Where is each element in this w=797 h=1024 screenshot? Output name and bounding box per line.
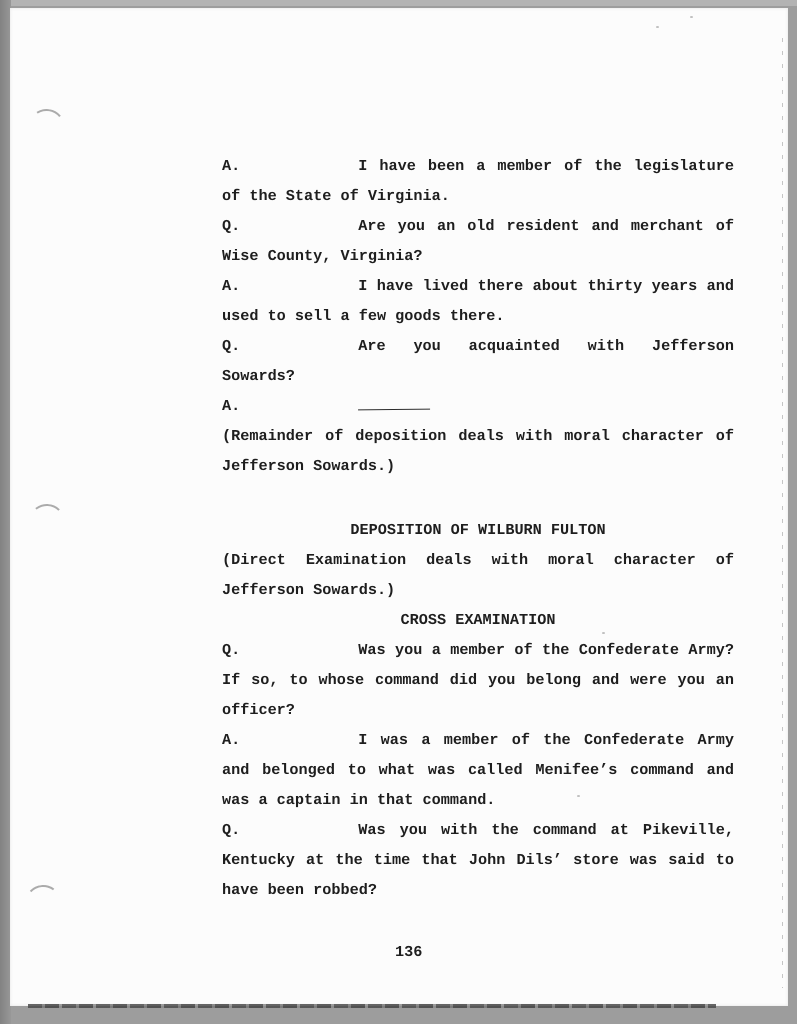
section-heading-cross-examination: CROSS EXAMINATION <box>400 611 556 629</box>
parenthetical-text: Jefferson Sowards.) <box>222 581 396 599</box>
scan-edge-artifact <box>782 38 783 988</box>
question-text: If so, to whose command did you belong and were you an <box>222 671 734 689</box>
question-label: Q. <box>222 337 241 355</box>
page-number: 136 <box>395 943 423 961</box>
transcript-line <box>222 331 734 361</box>
transcript-line <box>222 635 734 665</box>
question-label: Q. <box>222 821 241 839</box>
parenthetical-text: Jefferson Sowards.) <box>222 457 396 475</box>
question-text: Wise County, Virginia? <box>222 247 423 265</box>
scan-background-top <box>0 0 797 6</box>
question-text: Are you acquainted with Jefferson <box>358 337 734 355</box>
scan-speck <box>690 16 693 18</box>
transcript-line <box>222 755 734 785</box>
transcript-line <box>222 575 734 605</box>
answer-text: I have lived there about thirty years and <box>358 277 734 295</box>
parenthetical-text: (Direct Examination deals with moral character of <box>222 551 734 569</box>
transcript-line <box>222 391 734 421</box>
transcript-line <box>222 421 734 451</box>
question-label: Q. <box>222 641 241 659</box>
answer-label: A. <box>222 397 241 415</box>
answer-text: and belonged to what was called Menifee’s command and <box>222 761 734 779</box>
transcript-line <box>222 545 734 575</box>
transcript-line <box>222 785 734 815</box>
answer-label: A. <box>222 731 241 749</box>
transcript-line <box>222 815 734 845</box>
answer-text: I have been a member of the legislature <box>358 157 734 175</box>
question-text: Are you an old resident and merchant of <box>358 217 734 235</box>
question-text: have been robbed? <box>222 881 377 899</box>
answer-label: A. <box>222 157 241 175</box>
transcript-line <box>222 695 734 725</box>
question-text: officer? <box>222 701 295 719</box>
answer-text: I was a member of the Confederate Army <box>358 731 734 749</box>
document-page <box>10 8 788 1006</box>
transcript-line <box>222 241 734 271</box>
hole-punch-arc <box>25 884 62 918</box>
hole-punch-arc <box>29 503 65 536</box>
parenthetical-text: (Remainder of deposition deals with moral character of <box>222 427 734 445</box>
transcript-line <box>222 181 734 211</box>
transcript-line <box>222 845 734 875</box>
scan-speck <box>656 26 659 28</box>
transcript-line <box>222 301 734 331</box>
transcript-line <box>222 665 734 695</box>
blank-answer-rule <box>358 396 430 411</box>
transcript-line <box>222 451 734 481</box>
question-text: Kentucky at the time that John Dils’ store was said to <box>222 851 734 869</box>
transcript-line <box>222 725 734 755</box>
question-text: Sowards? <box>222 367 295 385</box>
transcript-line <box>222 271 734 301</box>
question-label: Q. <box>222 217 241 235</box>
answer-label: A. <box>222 277 241 295</box>
question-text: Was you with the command at Pikeville, <box>358 821 734 839</box>
transcript-line <box>222 875 734 905</box>
question-text: Was you a member of the Confederate Army? <box>358 641 734 659</box>
transcript-body <box>222 151 734 967</box>
section-heading-deposition: DEPOSITION OF WILBURN FULTON <box>350 521 606 539</box>
transcript-line <box>222 211 734 241</box>
answer-text: used to sell a few goods there. <box>222 307 505 325</box>
answer-text: was a captain in that command. <box>222 791 496 809</box>
transcript-line <box>222 361 734 391</box>
hole-punch-arc <box>28 107 66 143</box>
page-bottom-edge-shadow <box>28 1004 716 1008</box>
transcript-line <box>222 151 734 181</box>
answer-text: of the State of Virginia. <box>222 187 450 205</box>
